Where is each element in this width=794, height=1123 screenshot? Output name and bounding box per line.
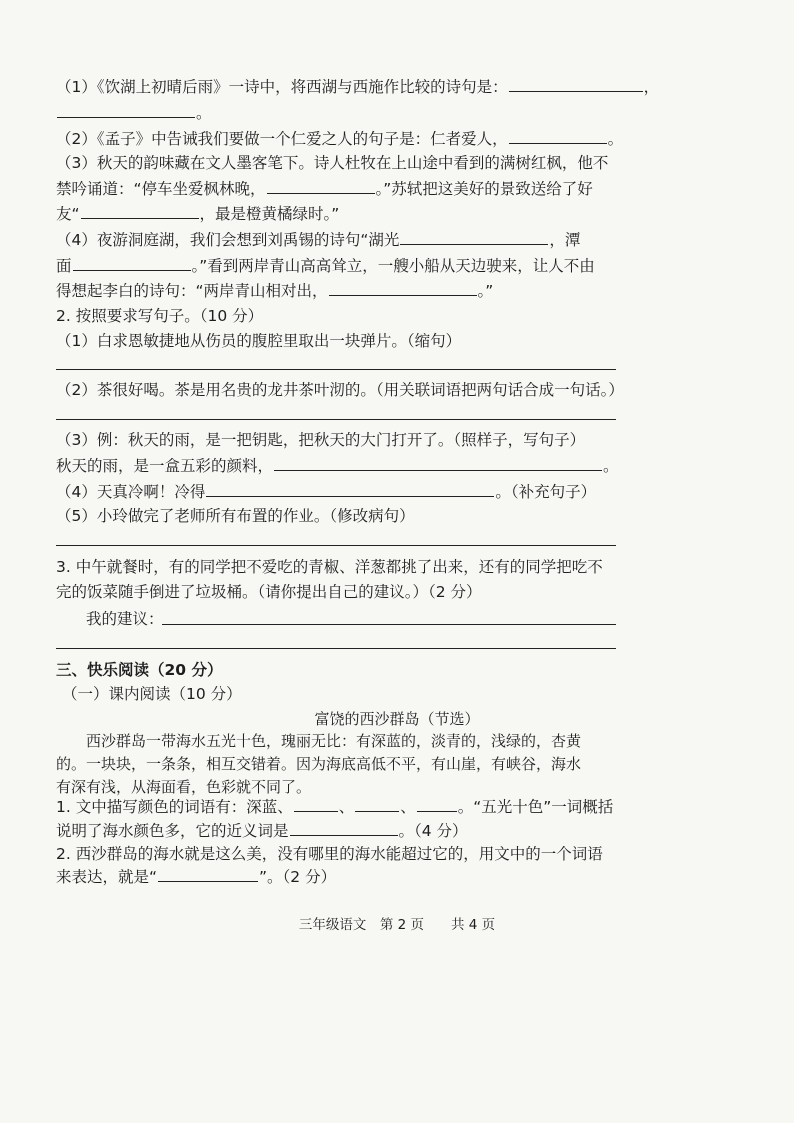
answer-blank[interactable] <box>329 280 477 296</box>
passage-line-3: 有深有浅，从海面看，色彩就不同了。 <box>56 778 312 796</box>
q2-item-4-text-b: 。（补充句子） <box>495 483 597 501</box>
q1-line-4 <box>56 153 608 173</box>
answer-line[interactable] <box>56 419 616 420</box>
answer-blank[interactable] <box>509 128 607 144</box>
reading-q1-text-a: 1. 文中描写颜色的词语有：深蓝、 <box>56 798 293 816</box>
q1-line-7 <box>56 229 580 250</box>
reading-q2-text-b: 来表达，就是“ <box>56 868 158 886</box>
reading-q1-text-d: 。（4 分） <box>398 822 468 840</box>
answer-blank[interactable] <box>509 76 643 92</box>
answer-line[interactable] <box>56 369 616 370</box>
q1-line-6-text-a: 友“ <box>56 205 80 223</box>
page-footer: 三年级语文 第 2 页 共 4 页 <box>298 917 496 933</box>
q1-line-4-text: （3）秋天的韵味藏在文人墨客笔下。诗人杜牧在上山途中看到的满树红枫，他不 <box>56 154 609 172</box>
q2-item-5: （5）小玲做完了老师所有布置的作业。（修改病句） <box>56 507 415 525</box>
q2-item-3-line-2 <box>56 455 619 476</box>
answer-blank[interactable] <box>73 255 191 271</box>
suggestion-line[interactable] <box>56 648 616 649</box>
q1-line-8 <box>56 255 595 276</box>
q2-title: 2. 按照要求写句子。（10 分） <box>56 307 264 325</box>
q1-line-5-text-a: 禁吟诵道：“停车坐爱枫林晚， <box>56 180 266 198</box>
q3-line-1: 3. 中午就餐时，有的同学把不爱吃的青椒、洋葱都挑了出来，还有的同学把吃不 <box>56 558 603 576</box>
reading-q1-text-b: 。“五光十色”一词概括 <box>457 798 614 816</box>
q1-line-1 <box>56 76 659 97</box>
reading-q2-line-1: 2. 西沙群岛的海水就是这么美，没有哪里的海水能超过它的，用文中的一个词语 <box>56 845 603 863</box>
passage-title: 富饶的西沙群岛（节选） <box>314 710 480 728</box>
answer-blank[interactable] <box>290 820 398 836</box>
reading-q2-text-c: ”。（2 分） <box>259 868 337 886</box>
q3-line-2: 完的饭菜随手倒进了垃圾桶。（请你提出自己的建议。）（2 分） <box>56 583 482 601</box>
q1-line-5 <box>56 178 593 199</box>
q1-line-8-text-a: 面 <box>56 257 72 275</box>
q1-line-6 <box>56 203 339 224</box>
q2-item-3-prompt: 秋天的雨，是一盒五彩的颜料， <box>56 457 274 475</box>
passage-line-1: 西沙群岛一带海水五光十色，瑰丽无比：有深蓝的，淡青的，浅绿的，杏黄 <box>86 732 582 750</box>
q1-line-7-text-a: （4）夜游洞庭湖，我们会想到刘禹锡的诗句“湖光 <box>56 231 400 249</box>
reading-q1-line-1 <box>56 796 613 817</box>
q1-line-3 <box>56 128 623 149</box>
q1-line-6-text-b: ，最是橙黄橘绿时。” <box>199 205 340 223</box>
q1-line-2 <box>56 102 212 123</box>
q3-suggestion-label: 我的建议： <box>86 610 164 628</box>
answer-blank[interactable] <box>274 455 602 471</box>
answer-line[interactable] <box>56 545 616 546</box>
q2-item-3-end: 。 <box>603 457 619 475</box>
section-title: 三、快乐阅读（20 分） <box>56 661 223 679</box>
reading-q1-sep: 、 <box>338 798 355 816</box>
answer-blank[interactable] <box>267 178 375 194</box>
answer-blank[interactable] <box>206 481 494 497</box>
q1-line-2-end: 。 <box>196 104 212 122</box>
q1-line-9-text-b: 。” <box>477 282 494 300</box>
q2-item-1: （1）白求恩敏捷地从伤员的腹腔里取出一块弹片。（缩句） <box>56 332 462 350</box>
subsection-title: （一）课内阅读（10 分） <box>62 685 242 703</box>
answer-blank[interactable] <box>81 203 199 219</box>
reading-q1-sep: 、 <box>400 798 416 816</box>
q1-line-9-text-a: 得想起李白的诗句：“两岸青山相对出， <box>56 282 328 300</box>
answer-blank[interactable] <box>158 866 258 882</box>
q1-line-3-text: （2）《孟子》中告诫我们要做一个仁爱之人的句子是：仁者爱人， <box>56 130 508 148</box>
reading-q1-text-c: 说明了海水颜色多，它的近义词是 <box>56 822 289 840</box>
q1-line-1-end: ， <box>643 78 660 96</box>
answer-blank[interactable] <box>355 796 399 812</box>
q2-item-4-text-a: （4）天真冷啊！冷得 <box>56 483 206 501</box>
answer-blank[interactable] <box>417 796 457 812</box>
q2-item-2: （2）茶很好喝。茶是用名贵的龙井茶叶沏的。（用关联词语把两句话合成一句话。） <box>56 381 624 399</box>
q1-line-3-end: 。 <box>607 130 624 148</box>
answer-blank[interactable] <box>400 229 548 245</box>
suggestion-line[interactable] <box>162 624 616 625</box>
q1-line-5-text-b: 。”苏轼把这美好的景致送给了好 <box>375 180 593 198</box>
answer-blank[interactable] <box>57 102 195 118</box>
q2-item-4 <box>56 481 596 502</box>
q1-line-8-text-b: 。”看到两岸青山高高耸立，一艘小船从天边驶来，让人不由 <box>191 257 595 275</box>
q2-item-3: （3）例：秋天的雨，是一把钥匙，把秋天的大门打开了。（照样子，写句子） <box>56 431 586 449</box>
reading-q1-line-2 <box>56 820 468 841</box>
passage-line-2: 的。一块块，一条条，相互交错着。因为海底高低不平，有山崖，有峡谷，海水 <box>56 755 582 773</box>
q1-line-1-text: （1）《饮湖上初晴后雨》一诗中，将西湖与西施作比较的诗句是： <box>56 78 508 96</box>
q1-line-7-text-b: ，潭 <box>549 231 581 249</box>
reading-q2-line-2 <box>56 866 336 887</box>
answer-blank[interactable] <box>294 796 338 812</box>
q1-line-9 <box>56 280 493 301</box>
